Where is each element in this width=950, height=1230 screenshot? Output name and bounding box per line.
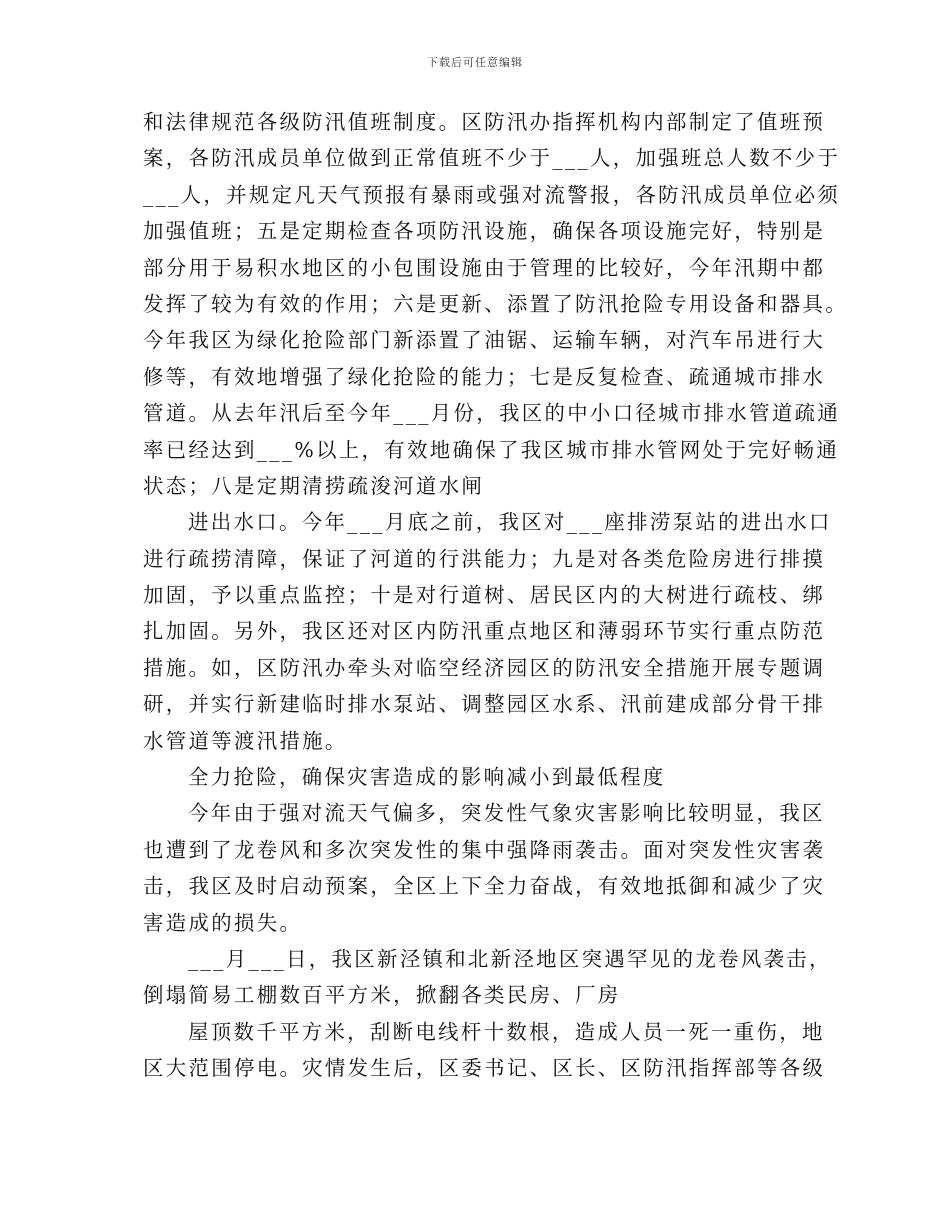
text-line: 修等，有效地增强了绿化抢险的能力；七是反复检查、疏通城市排水	[143, 364, 826, 389]
text-line: 状态；八是定期清捞疏浚河道水闸	[143, 473, 485, 498]
document-body	[143, 104, 848, 1087]
text-line: 研，并实行新建临时排水泵站、调整园区水系、汛前建成部分骨干排	[143, 692, 826, 717]
text-line: 也遭到了龙卷风和多次突发性的集中强降雨袭击。面对突发性灾害袭	[143, 837, 826, 862]
text-line: ___人，并规定凡天气预报有暴雨或强对流警报，各防汛成员单位必须	[143, 182, 841, 207]
paragraph	[143, 941, 832, 1014]
text-line: 率已经达到___%以上，有效地确保了我区城市排水管网处于完好畅通	[143, 437, 840, 462]
text-line: 全力抢险，确保灾害造成的影响减小到最低程度	[188, 765, 666, 790]
text-line: 发挥了较为有效的作用；六是更新、添置了防汛抢险专用设备和器具。	[143, 291, 848, 316]
text-line: 倒塌简易工棚数百平方米，掀翻各类民房、厂房	[143, 983, 621, 1008]
paragraph	[143, 104, 848, 504]
text-line: 区大范围停电。灾情发生后，区委书记、区长、区防汛指挥部等各级	[143, 1056, 826, 1081]
text-line: 部分用于易积水地区的小包围设施由于管理的比较好，今年汛期中都	[143, 255, 826, 280]
text-line: 措施。如，区防汛办牵头对临空经济园区的防汛安全措施开展专题调	[143, 655, 826, 680]
text-line: 案，各防汛成员单位做到正常值班不少于___人，加强班总人数不少于	[143, 146, 841, 171]
paragraph	[143, 759, 825, 795]
paragraph	[143, 1014, 825, 1087]
text-line: 加固，予以重点监控；十是对行道树、居民区内的大树进行疏枝、绑	[143, 583, 826, 608]
text-line: 击，我区及时启动预案，全区上下全力奋战，有效地抵御和减少了灾	[143, 874, 826, 899]
paragraph	[143, 795, 825, 941]
page-header: 下载后可任意编辑	[427, 56, 523, 69]
text-line: 扎加固。另外，我区还对区内防汛重点地区和薄弱环节实行重点防范	[143, 619, 826, 644]
text-line: 加强值班；五是定期检查各项防汛设施，确保各项设施完好，特别是	[143, 219, 826, 244]
text-line: 进行疏捞清障，保证了河道的行洪能力；九是对各类危险房进行排摸	[143, 546, 826, 571]
text-line: 管道。从去年汛后至今年___月份，我区的中小口径城市排水管道疏通	[143, 401, 841, 426]
text-line: 今年我区为绿化抢险部门新添置了油锯、运输车辆，对汽车吊进行大	[143, 328, 826, 353]
text-line: 害造成的损失。	[143, 910, 303, 935]
text-line: 水管道等渡汛措施。	[143, 728, 348, 753]
text-line: ___月___日，我区新泾镇和北新泾地区突遇罕见的龙卷风袭击，	[188, 946, 832, 971]
text-line: 屋顶数千平方米，刮断电线杆十数根，造成人员一死一重伤，地	[188, 1019, 825, 1044]
paragraph	[143, 504, 832, 759]
text-line: 今年由于强对流天气偏多，突发性气象灾害影响比较明显，我区	[188, 801, 825, 826]
text-line: 进出水口。今年___月底之前，我区对___座排涝泵站的进出水口	[188, 510, 832, 535]
text-line: 和法律规范各级防汛值班制度。区防汛办指挥机构内部制定了值班预	[143, 110, 826, 134]
